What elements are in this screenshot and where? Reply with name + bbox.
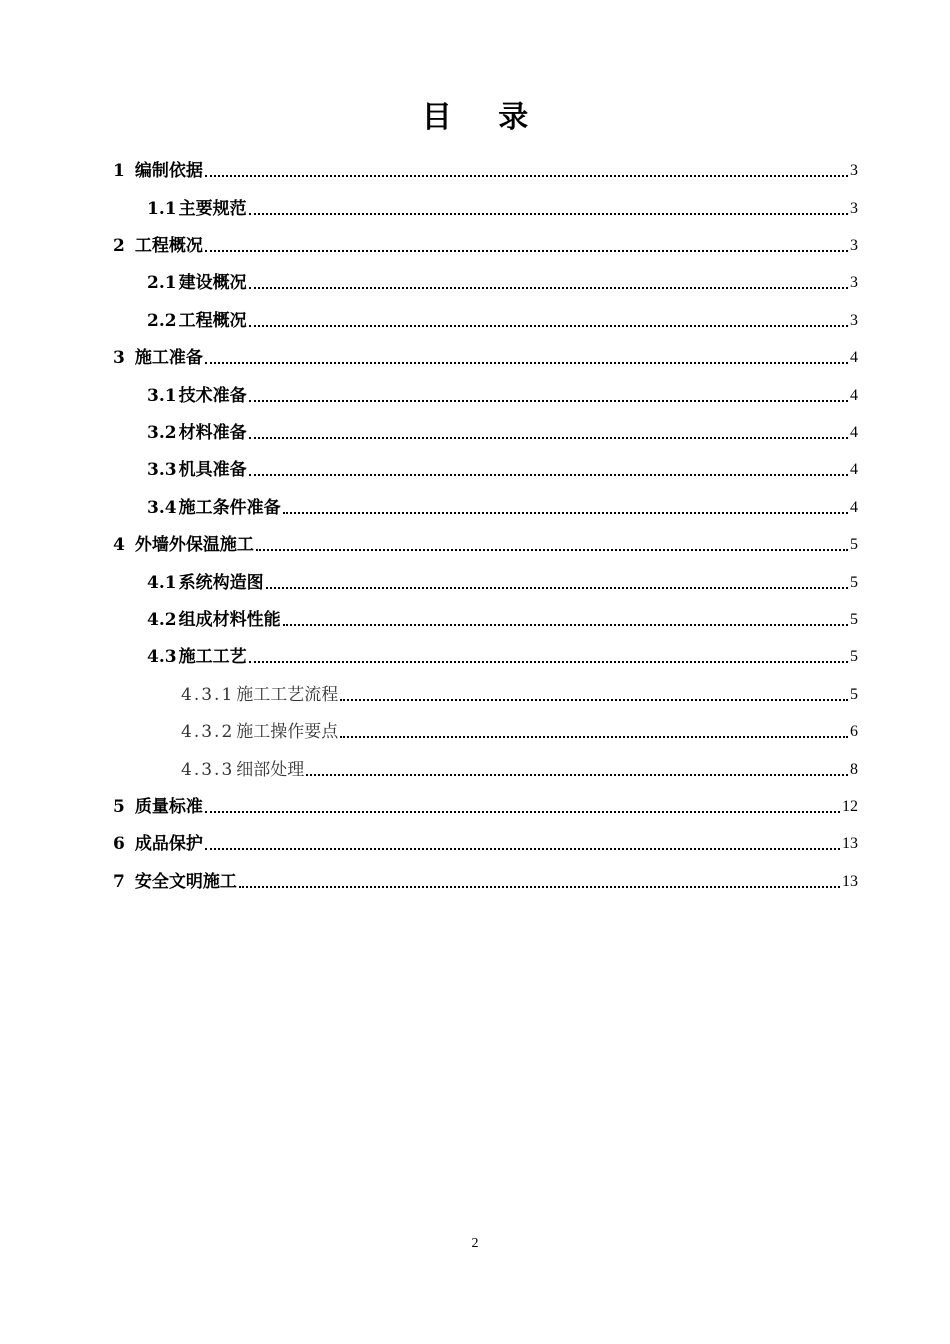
toc-entry-number: 1 bbox=[113, 161, 125, 181]
toc-entry-page: 4 bbox=[850, 461, 858, 478]
toc-entry-number: 3.3 bbox=[147, 460, 177, 480]
toc-entry-page: 3 bbox=[850, 162, 858, 179]
toc-entry-page: 8 bbox=[850, 761, 858, 778]
toc-entry-page: 3 bbox=[850, 237, 858, 254]
toc-entry-label: 质量标准 bbox=[134, 797, 203, 817]
toc-entry-number: 3 bbox=[113, 348, 125, 368]
toc-entry[interactable] bbox=[113, 233, 858, 257]
toc-entry-number: 4.3.1 bbox=[181, 685, 235, 705]
toc-entry-page: 3 bbox=[850, 274, 858, 291]
toc-entry-number: 1.1 bbox=[147, 199, 177, 219]
toc-entry-label: 施工准备 bbox=[134, 348, 203, 368]
dot-leader bbox=[249, 213, 848, 215]
toc-entry-label: 技术准备 bbox=[178, 386, 247, 406]
toc-entry-number: 2.2 bbox=[147, 311, 177, 331]
toc-entry-number: 4.3 bbox=[147, 647, 177, 667]
toc-entry[interactable] bbox=[147, 270, 858, 294]
toc-entry-label: 细部处理 bbox=[236, 760, 305, 780]
dot-leader bbox=[266, 587, 848, 589]
dot-leader bbox=[205, 250, 848, 252]
toc-entry[interactable] bbox=[181, 757, 858, 781]
toc-entry-label: 组成材料性能 bbox=[178, 610, 281, 630]
toc-entry[interactable] bbox=[113, 869, 858, 893]
toc-entry-label: 外墙外保温施工 bbox=[134, 535, 254, 555]
dot-leader bbox=[306, 774, 848, 776]
footer-page-number: 2 bbox=[471, 1236, 479, 1251]
toc-entry[interactable] bbox=[147, 644, 858, 668]
toc-entry-label: 安全文明施工 bbox=[134, 872, 237, 892]
toc-entry-number: 4.2 bbox=[147, 610, 177, 630]
toc-entry-page: 5 bbox=[850, 648, 858, 665]
dot-leader bbox=[256, 549, 848, 551]
dot-leader bbox=[239, 886, 840, 888]
toc-entry[interactable] bbox=[181, 682, 858, 706]
toc-entry-label: 机具准备 bbox=[178, 460, 247, 480]
toc-entry-number: 4.3.3 bbox=[181, 760, 235, 780]
toc-entry-label: 系统构造图 bbox=[178, 573, 264, 593]
dot-leader bbox=[205, 811, 840, 813]
toc-entry-label: 工程概况 bbox=[134, 236, 203, 256]
toc-entry-label: 材料准备 bbox=[178, 423, 247, 443]
toc-entry-number: 3.2 bbox=[147, 423, 177, 443]
toc-entry[interactable] bbox=[113, 158, 858, 182]
toc-entry-page: 5 bbox=[850, 536, 858, 553]
toc-entry-label: 建设概况 bbox=[178, 273, 247, 293]
dot-leader bbox=[249, 400, 848, 402]
toc-entry-page: 3 bbox=[850, 200, 858, 217]
toc-entry[interactable] bbox=[147, 607, 858, 631]
toc-entry-page: 13 bbox=[842, 835, 858, 852]
toc-entry-number: 2.1 bbox=[147, 273, 177, 293]
toc-entry[interactable] bbox=[113, 831, 858, 855]
toc-entry[interactable] bbox=[147, 570, 858, 594]
dot-leader bbox=[283, 512, 848, 514]
toc-entry-page: 6 bbox=[850, 723, 858, 740]
toc-entry-number: 3.4 bbox=[147, 498, 177, 518]
toc-entry-number: 3.1 bbox=[147, 386, 177, 406]
toc-entry[interactable] bbox=[147, 420, 858, 444]
dot-leader bbox=[205, 848, 840, 850]
toc-entry-label: 主要规范 bbox=[178, 199, 247, 219]
toc-entry-label: 编制依据 bbox=[134, 161, 203, 181]
dot-leader bbox=[249, 287, 848, 289]
toc-entry-label: 施工工艺流程 bbox=[236, 685, 339, 705]
toc-entry-page: 5 bbox=[850, 686, 858, 703]
toc-entry[interactable] bbox=[147, 457, 858, 481]
dot-leader bbox=[249, 474, 848, 476]
toc-entry-number: 4.3.2 bbox=[181, 722, 235, 742]
toc-entry-label: 成品保护 bbox=[134, 834, 203, 854]
dot-leader bbox=[340, 736, 848, 738]
toc-entry-label: 施工操作要点 bbox=[236, 722, 339, 742]
toc-entry-page: 5 bbox=[850, 611, 858, 628]
dot-leader bbox=[249, 325, 848, 327]
dot-leader bbox=[340, 699, 848, 701]
toc-entry-page: 4 bbox=[850, 424, 858, 441]
toc-entry-label: 施工条件准备 bbox=[178, 498, 281, 518]
dot-leader bbox=[249, 437, 848, 439]
toc-entry-page: 5 bbox=[850, 574, 858, 591]
toc-entry-page: 4 bbox=[850, 349, 858, 366]
dot-leader bbox=[205, 175, 848, 177]
toc-entry-page: 4 bbox=[850, 387, 858, 404]
toc-entry-number: 2 bbox=[113, 236, 125, 256]
toc-entry[interactable] bbox=[147, 495, 858, 519]
toc-entry-page: 12 bbox=[842, 798, 858, 815]
toc-entry-label: 工程概况 bbox=[178, 311, 247, 331]
toc-entry-number: 4.1 bbox=[147, 573, 177, 593]
toc-entry-page: 13 bbox=[842, 873, 858, 890]
toc-entry-number: 4 bbox=[113, 535, 125, 555]
dot-leader bbox=[283, 624, 848, 626]
toc-entry[interactable] bbox=[113, 532, 858, 556]
toc-entry[interactable] bbox=[113, 794, 858, 818]
toc-entry-page: 3 bbox=[850, 312, 858, 329]
toc-entry[interactable] bbox=[181, 719, 858, 743]
toc-entry[interactable] bbox=[147, 196, 858, 220]
dot-leader bbox=[249, 661, 848, 663]
toc-entry-number: 7 bbox=[113, 872, 125, 892]
toc-entry[interactable] bbox=[113, 345, 858, 369]
toc-entry[interactable] bbox=[147, 308, 858, 332]
toc-entry-label: 施工工艺 bbox=[178, 647, 247, 667]
toc-entry[interactable] bbox=[147, 383, 858, 407]
toc-entry-page: 4 bbox=[850, 499, 858, 516]
page-title: 目 录 bbox=[421, 100, 547, 135]
toc-entry-number: 6 bbox=[113, 834, 125, 854]
dot-leader bbox=[205, 362, 848, 364]
toc-entry-number: 5 bbox=[113, 797, 125, 817]
